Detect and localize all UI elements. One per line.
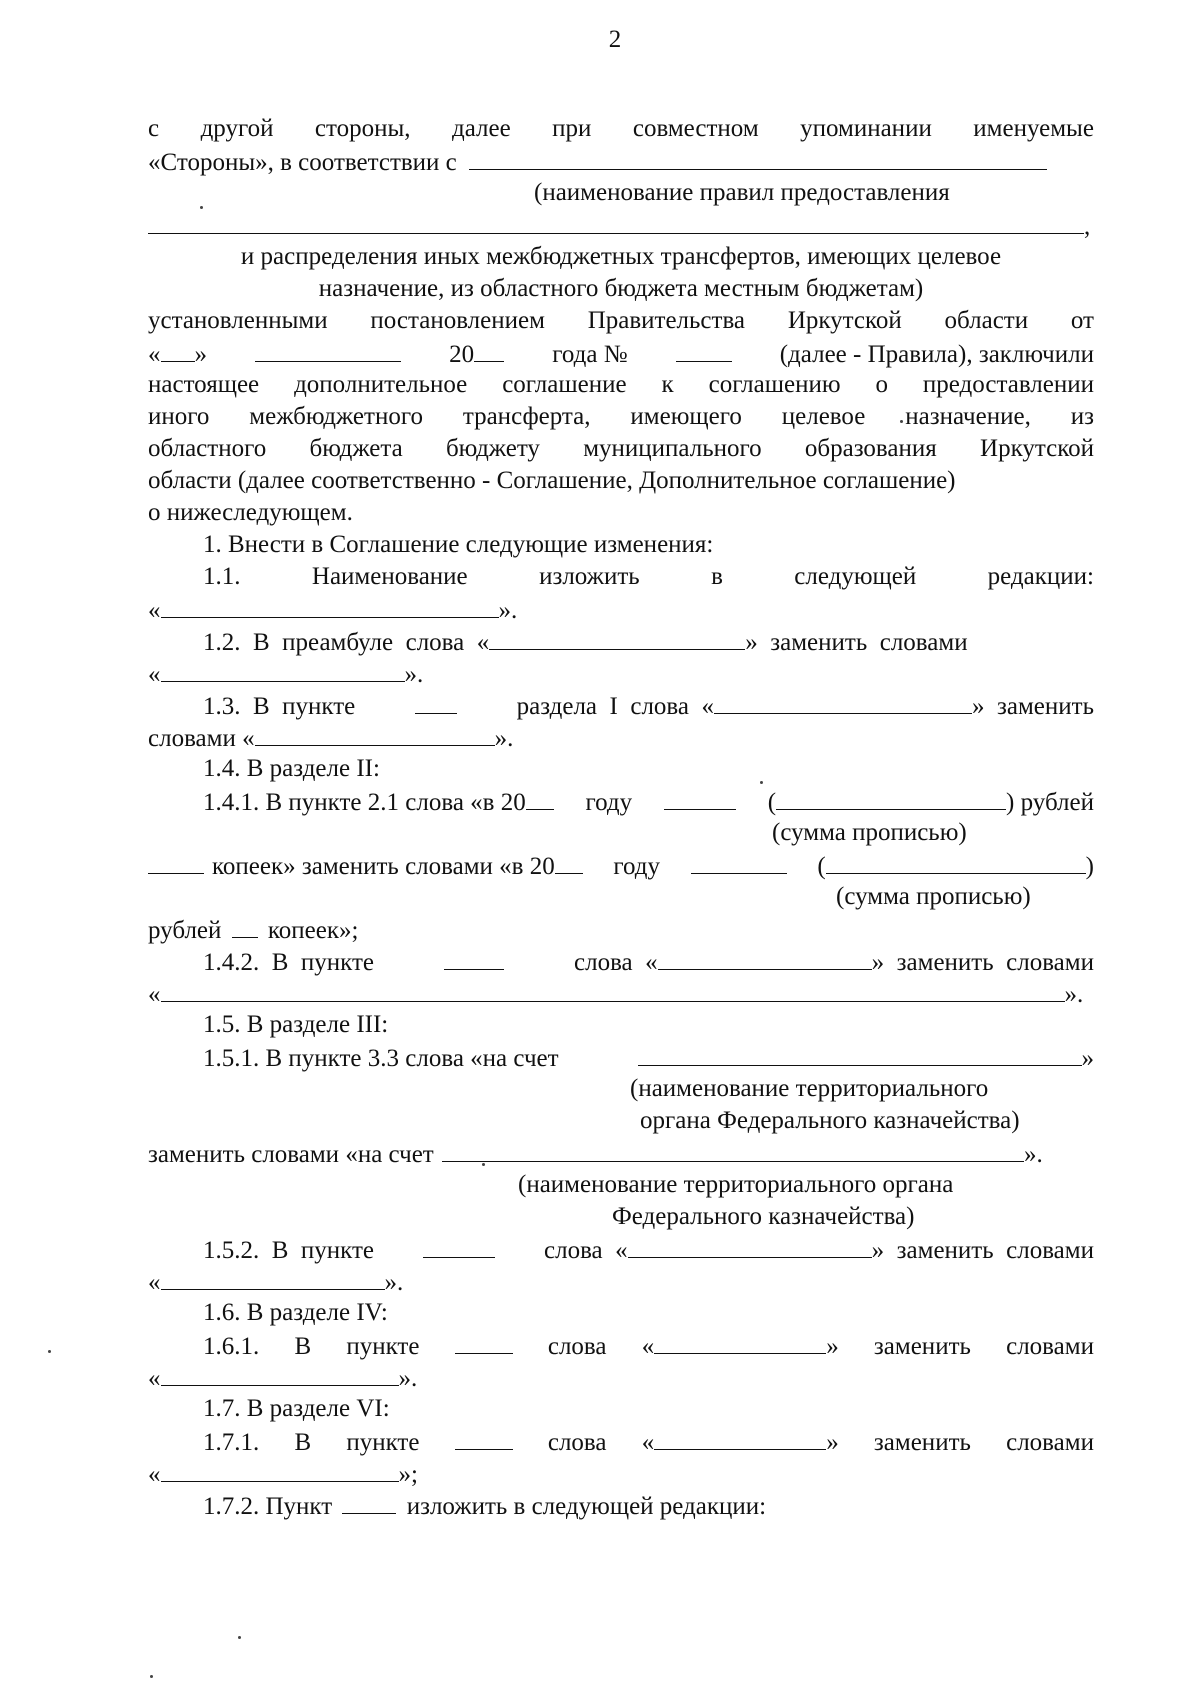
word: назначение, <box>905 403 1031 430</box>
quote-open: « <box>641 1429 655 1456</box>
item-1-3 <box>203 689 1094 721</box>
word: дополнительное <box>294 371 468 398</box>
item-1-7-1-blank <box>148 1457 418 1489</box>
page-number: 2 <box>608 26 622 53</box>
word: Правительства <box>587 307 746 334</box>
blank-line <box>161 337 195 362</box>
word: предоставлении <box>922 371 1094 398</box>
paren-open: ( <box>817 853 826 880</box>
blank-line <box>232 913 258 938</box>
quote-close: ». <box>1023 1141 1043 1168</box>
item-1-1 <box>203 561 1094 593</box>
item-1-4-1 <box>203 785 1094 817</box>
comma: , <box>1084 213 1091 240</box>
sum-part <box>817 849 1094 883</box>
caption-line-6: назначение, из областного бюджета местным бюджетам) <box>318 275 924 302</box>
paragraph-line-4 <box>148 209 1090 241</box>
word: при <box>552 115 592 142</box>
caption-line-5: и распределения иных межбюджетных трансфертов, имеющих целевое <box>240 243 1002 270</box>
quote-open: « <box>148 1365 161 1392</box>
item-1-2-text <box>203 625 968 659</box>
quote-open: « <box>148 661 161 688</box>
item-1-4-1-cont <box>148 849 1094 881</box>
word: настоящее <box>148 371 260 398</box>
text: 1.5.2. В пункте <box>203 1237 375 1264</box>
word: пункте <box>346 1429 420 1456</box>
quote-close: »; <box>398 1461 418 1488</box>
sum-part <box>768 785 1094 819</box>
text: копеек» заменить словами «в 20 <box>212 853 555 880</box>
word: редакции: <box>987 563 1094 590</box>
word: Иркутской <box>980 435 1094 462</box>
blank-line <box>638 1041 1082 1066</box>
blank-line <box>161 977 1065 1002</box>
item-1-3-blank <box>148 721 513 753</box>
blank-line <box>148 209 1084 234</box>
word: совместном <box>632 115 759 142</box>
blank-line <box>444 945 504 970</box>
text: копеек»; <box>267 917 359 944</box>
quote-close: ». <box>404 661 424 688</box>
word: о <box>875 371 888 398</box>
item-1-6: 1.6. В разделе IV: <box>203 1299 388 1326</box>
item-1-5-1-replace <box>148 1137 1043 1169</box>
word: В <box>294 1333 312 1360</box>
blank-line <box>148 849 204 874</box>
caption-territorial-4: Федерального казначейства) <box>612 1203 915 1230</box>
text: года № <box>552 341 628 368</box>
quote-close: » <box>826 1429 839 1456</box>
item-1-4-2-blank <box>148 977 1083 1009</box>
text: 1.4.1. В пункте 2.1 слова «в 20 <box>203 789 526 816</box>
word: другой <box>200 115 274 142</box>
word: изложить <box>539 563 640 590</box>
quote-close: ». <box>398 1365 418 1392</box>
word: образования <box>804 435 937 462</box>
word: Иркутской <box>787 307 902 334</box>
text: раздела I слова « <box>516 693 715 720</box>
scan-speck <box>900 420 903 423</box>
blank-line <box>469 145 1047 170</box>
quote-close: ». <box>1064 981 1084 1008</box>
text: рублей <box>148 917 222 944</box>
word: именуемые <box>973 115 1094 142</box>
year-field <box>449 337 504 371</box>
paragraph-line-1 <box>148 113 1094 145</box>
blank-line <box>161 1265 385 1290</box>
item-1-6-1 <box>203 1329 1094 1361</box>
blank-line <box>161 1361 399 1386</box>
blank-line <box>474 337 504 362</box>
blank-line <box>628 1233 872 1258</box>
text: слова « <box>574 949 658 976</box>
quote-close: ». <box>498 597 518 624</box>
blank-line <box>255 337 401 362</box>
quote-blank <box>642 1425 839 1459</box>
word: иного <box>148 403 210 430</box>
word: далее <box>452 115 511 142</box>
caption-territorial-1: (наименование территориального <box>630 1075 989 1102</box>
word: из <box>1070 403 1094 430</box>
blank-line <box>255 721 495 746</box>
text: ) рублей <box>1006 789 1094 816</box>
blank-line <box>442 1137 1024 1162</box>
caption-territorial-2: органа Федерального казначейства) <box>640 1107 1020 1134</box>
word: в <box>711 563 723 590</box>
word: слова <box>547 1429 607 1456</box>
word: заменить <box>873 1429 971 1456</box>
paragraph-line-9 <box>148 369 1094 401</box>
item-1-4-2-quote <box>574 945 1094 979</box>
word: стороны, <box>314 115 411 142</box>
blank-line <box>161 657 405 682</box>
quote-blank <box>642 1329 839 1363</box>
item-1-7: 1.7. В разделе VI: <box>203 1395 390 1422</box>
quote-open: « <box>148 1461 161 1488</box>
item-1-5-2-quote <box>544 1233 1094 1267</box>
text: 1.4.2. В пункте <box>203 949 375 976</box>
paren-close: ) <box>1085 853 1094 880</box>
quote-open: « <box>148 341 161 368</box>
item-1-6-1-blank <box>148 1361 417 1393</box>
scan-speck <box>238 1636 241 1639</box>
text: (далее - Правила), заключили <box>779 341 1094 368</box>
text: слова « <box>544 1237 628 1264</box>
caption-territorial-3: (наименование территориального органа <box>518 1171 954 1198</box>
word: соглашению <box>708 371 841 398</box>
blank-line <box>654 1329 826 1354</box>
item-1-2 <box>203 625 1094 657</box>
blank-line <box>555 849 583 874</box>
text: 1.2. В преамбуле слова « <box>203 629 490 656</box>
word: имеющего <box>630 403 742 430</box>
word: муниципального <box>583 435 762 462</box>
word: В <box>294 1429 312 1456</box>
quote-open: « <box>148 981 161 1008</box>
text: » заменить словами <box>871 949 1094 976</box>
word: от <box>1070 307 1094 334</box>
blank-line <box>526 785 554 810</box>
word: трансферта, <box>462 403 591 430</box>
kopeck-part <box>148 849 583 883</box>
text: «Стороны», в соответствии с <box>148 149 457 176</box>
paragraph-line-11 <box>148 433 1094 465</box>
word: словами <box>1006 1333 1094 1360</box>
account-blank <box>638 1041 1095 1075</box>
item-1-5: 1.5. В разделе III: <box>203 1011 389 1038</box>
item-1-5-2-blank <box>148 1265 403 1297</box>
item-1-4-2 <box>203 945 1094 977</box>
word: 1.1. <box>203 563 241 590</box>
scan-speck <box>760 781 763 784</box>
blank-line <box>714 689 972 714</box>
word: пункте <box>346 1333 420 1360</box>
blank-line <box>658 945 872 970</box>
scan-speck <box>150 1675 153 1678</box>
text: словами « <box>148 725 255 752</box>
blank-line <box>423 1233 495 1258</box>
text: » заменить словами <box>871 1237 1094 1264</box>
paragraph-line-13: о нижеследующем. <box>148 499 353 526</box>
blank-line <box>455 1329 513 1354</box>
blank-line <box>489 625 745 650</box>
item-1-7-2 <box>203 1489 766 1521</box>
blank-line <box>161 593 499 618</box>
item-1-1-blank <box>148 593 517 625</box>
word: соглашение <box>502 371 627 398</box>
paragraph-line-8 <box>148 337 1094 369</box>
text: 1.7.2. Пункт <box>203 1493 333 1520</box>
blank-line <box>654 1425 826 1450</box>
text: » заменить словами <box>745 629 968 656</box>
blank-line <box>161 1457 399 1482</box>
word: бюджету <box>445 435 540 462</box>
paragraph-line-7 <box>148 305 1094 337</box>
word: Наименование <box>311 563 468 590</box>
caption-rules: (наименование правил предоставления <box>534 179 950 206</box>
word: 1.7.1. <box>203 1429 260 1456</box>
word: области <box>944 307 1029 334</box>
blank-line <box>455 1425 513 1450</box>
item-1-2-blank <box>148 657 423 689</box>
text: году <box>613 853 661 880</box>
quote-close: » <box>1081 1045 1094 1072</box>
word: с <box>148 115 160 142</box>
word: целевое <box>781 403 866 430</box>
item-1-3-quote <box>517 689 1094 723</box>
blank-line <box>676 337 732 362</box>
word: упоминании <box>800 115 932 142</box>
quote-close: ». <box>384 1269 404 1296</box>
text: 1.5.1. В пункте 3.3 слова «на счет <box>203 1045 559 1072</box>
word: межбюджетного <box>249 403 423 430</box>
quote-open: « <box>641 1333 655 1360</box>
item-1-5-1 <box>203 1041 1094 1073</box>
word: установленными <box>148 307 328 334</box>
scan-speck <box>482 1163 485 1166</box>
item-1-4-1-end <box>148 913 358 945</box>
text: 1.3. В пункте <box>203 693 356 720</box>
word: постановлением <box>370 307 545 334</box>
caption-sum-words-2: (сумма прописью) <box>836 883 1031 910</box>
date-field <box>148 337 207 371</box>
blank-line <box>664 785 736 810</box>
blank-line <box>776 785 1006 810</box>
paragraph-line-12: области (далее соответственно - Соглашение, Дополнительное соглашение) <box>148 467 956 494</box>
paragraph-line-10 <box>148 401 1094 433</box>
word: следующей <box>794 563 917 590</box>
item-1-4: 1.4. В разделе II: <box>203 755 380 782</box>
year-part <box>203 785 554 819</box>
text: 20 <box>449 341 475 368</box>
word: слова <box>547 1333 607 1360</box>
text: изложить в следующей редакции: <box>406 1493 767 1520</box>
blank-line <box>415 689 457 714</box>
scan-speck <box>200 206 203 209</box>
blank-line <box>691 849 787 874</box>
text: » заменить <box>972 693 1094 720</box>
quote-open: « <box>148 1269 161 1296</box>
word: заменить <box>873 1333 971 1360</box>
word: к <box>661 371 674 398</box>
scan-speck <box>48 1350 51 1353</box>
quote-open: « <box>148 597 161 624</box>
blank-line <box>342 1489 396 1514</box>
word: словами <box>1006 1429 1094 1456</box>
quote-close: » <box>194 341 207 368</box>
quote-close: ». <box>494 725 514 752</box>
blank-line <box>826 849 1086 874</box>
word: бюджета <box>309 435 403 462</box>
item-1-7-1 <box>203 1425 1094 1457</box>
text: году <box>585 789 633 816</box>
paragraph-line-2 <box>148 145 1047 177</box>
caption-sum-words: (сумма прописью) <box>772 819 967 846</box>
text: заменить словами «на счет <box>148 1141 434 1168</box>
item-1-5-2 <box>203 1233 1094 1265</box>
word: 1.6.1. <box>203 1333 260 1360</box>
paren-open: ( <box>767 789 777 816</box>
section-1: 1. Внести в Соглашение следующие изменения: <box>203 531 714 558</box>
word: областного <box>148 435 267 462</box>
quote-close: » <box>826 1333 839 1360</box>
